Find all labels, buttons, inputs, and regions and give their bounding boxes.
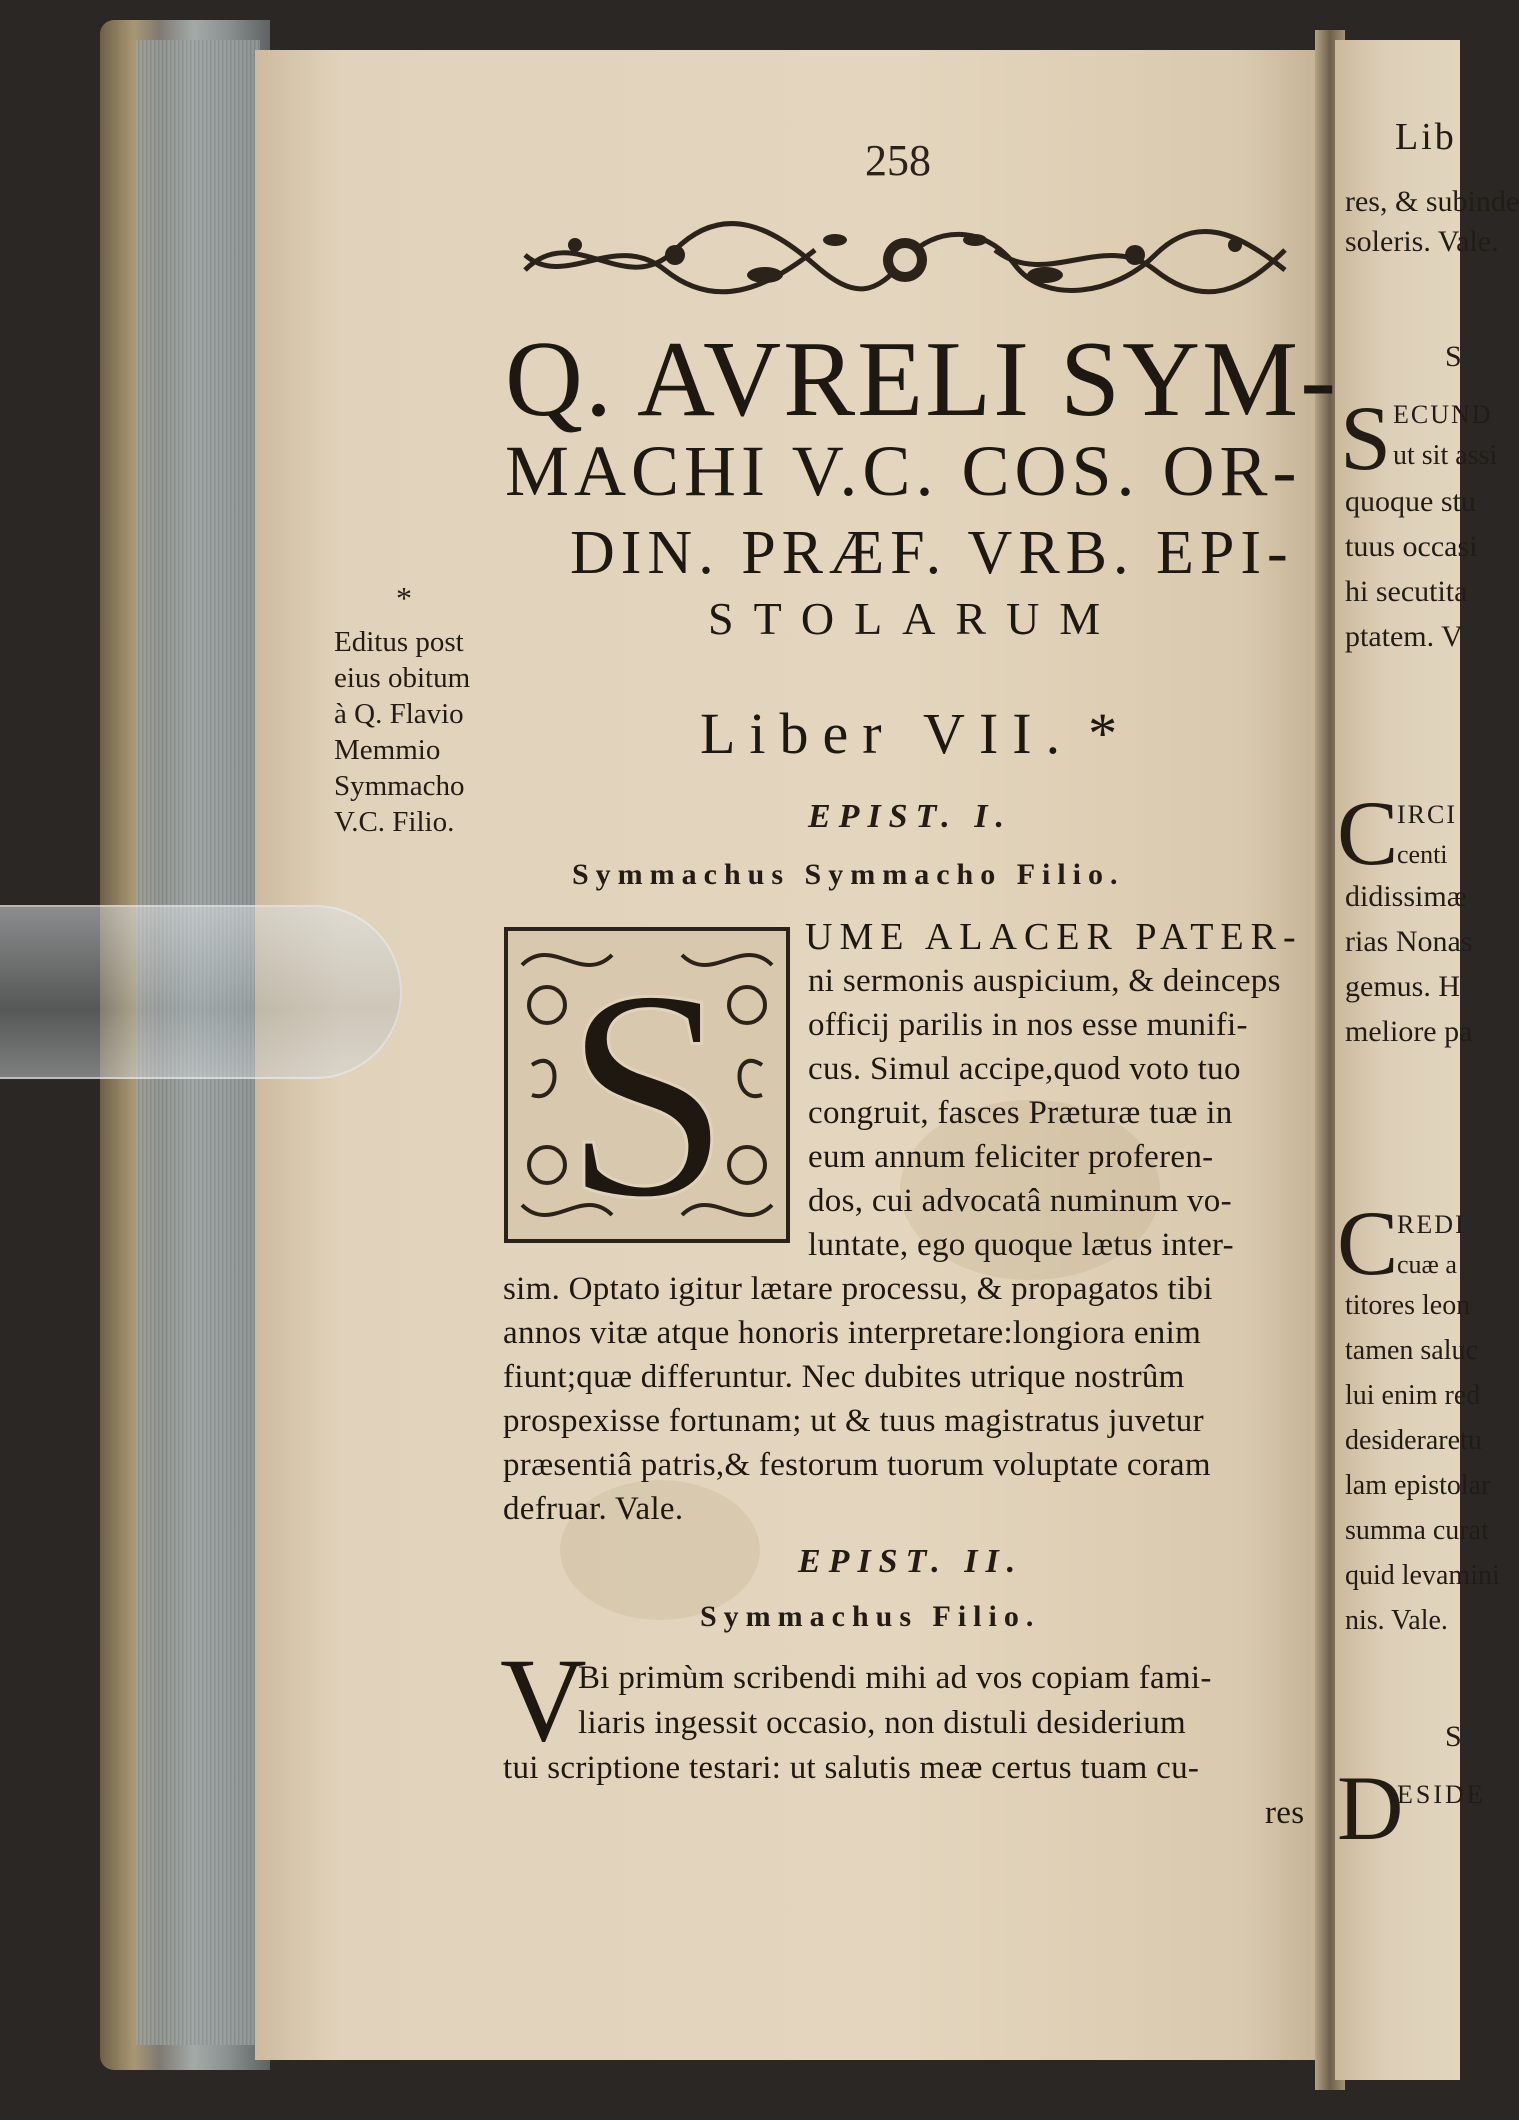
facing-initial: D [1337,1757,1404,1859]
marginal-note-line: Memmio [334,734,441,766]
marginal-note-line: eius obitum [334,662,471,694]
epistle-text-line: cus. Simul accipe,quod voto tuo [808,1051,1241,1087]
facing-line: rias Nonas [1345,925,1473,958]
epistle-text-line: ni sermonis auspicium, & deinceps [808,963,1281,999]
facing-line: lam epistolar [1345,1470,1491,1501]
facing-line: ptatem. V [1345,620,1463,653]
epistle-text-line: fiunt;quæ differuntur. Nec dubites utrique nostrûm [503,1359,1185,1395]
book-label-text: Liber VII. [700,701,1075,766]
ornamental-headpiece [515,210,1295,310]
facing-line: REDI [1397,1210,1466,1239]
epistle-text-line: præsentiâ patris,& festorum tuorum voluptate coram [503,1447,1211,1483]
facing-line: lui enim red [1345,1380,1481,1411]
epistle-text-line: tui scriptione testari: ut salutis meæ certus tuam cu- [503,1750,1200,1786]
initial-letter: V [500,1633,587,1766]
epistle-salutation: Symmachus Filio. [700,1600,1041,1633]
decorated-initial [502,925,792,1260]
epistle-text-line: Bi primùm scribendi mihi ad vos copiam fami- [578,1660,1212,1696]
facing-line: gemus. H [1345,970,1460,1003]
facing-line: tamen saluc [1345,1335,1478,1366]
facing-line: quid levamini [1345,1560,1500,1591]
page-number: 258 [865,136,931,185]
marginal-note [334,580,514,840]
epistle-text-line: annos vitæ atque honoris interpretare:longiora enim [503,1315,1202,1351]
facing-initial: C [1337,1192,1399,1294]
facing-line: ESIDE [1397,1780,1486,1809]
book-label-mark: * [1088,701,1118,766]
marginal-note-line: à Q. Flavio [334,698,464,730]
facing-initial: C [1337,782,1399,884]
epistle-salutation: Symmachus Symmacho Filio. [572,858,1125,891]
facing-line: res, & subinde [1345,185,1519,218]
marginal-note-line: Symmacho [334,770,465,802]
epistle-text-line: prospexisse fortunam; ut & tuus magistratus juvetur [503,1403,1204,1439]
marginal-note-line: Editus post [334,626,464,658]
facing-page [1335,40,1519,2080]
main-title-line: Q. AVRELI SYM- [505,320,1339,439]
facing-line: centi [1397,840,1448,869]
main-title-line: STOLARUM [708,593,1121,644]
epistle-text-line: eum annum feliciter proferen- [808,1139,1214,1175]
facing-line: desideraretu [1345,1425,1482,1456]
transparent-page-clip [0,905,402,1079]
main-title-line: MACHI V.C. COS. OR- [505,431,1302,511]
facing-line: Lib [1395,116,1457,158]
catchword: res [1265,1795,1305,1831]
facing-line: didissimæ [1345,880,1467,913]
facing-line: ECUND [1393,400,1493,429]
facing-line: nis. Vale. [1345,1605,1448,1636]
epistle-text-line: congruit, fasces Præturæ tuæ in [808,1095,1233,1131]
facing-line: S [1445,1720,1462,1753]
facing-line: S [1445,340,1462,373]
marginal-note-mark: * [396,580,412,616]
book-label [700,700,1117,767]
facing-line: meliore pa [1345,1015,1473,1048]
facing-line: tuus occasi [1345,530,1478,563]
epistle-text-line: officij parilis in nos esse munifi- [808,1007,1248,1043]
facing-line: summa curat [1345,1515,1489,1546]
facing-line: titores leon [1345,1290,1471,1321]
facing-line: hi secutita [1345,575,1468,608]
main-title-line: DIN. PRÆF. VRB. EPI- [570,519,1294,587]
marginal-note-line: V.C. Filio. [334,806,455,838]
epistle-text-line: UME ALACER PATER- [805,916,1303,958]
facing-line: ut sit assi [1393,440,1498,471]
epistle-text-line: defruar. Vale. [503,1491,684,1527]
epistle-text-line: liaris ingessit occasio, non distuli desiderium [578,1705,1187,1741]
epistle-text-line: luntate, ego quoque lætus inter- [808,1227,1234,1263]
epistle-heading: EPIST. I. [808,798,1012,835]
facing-line: IRCI [1397,800,1457,829]
facing-line: cuæ a [1397,1250,1457,1279]
facing-line: quoque stu [1345,485,1476,518]
epistle-heading: EPIST. II. [798,1543,1024,1580]
facing-initial: S [1340,387,1392,489]
initial-letter: S [563,928,731,1260]
facing-line: soleris. Vale. [1345,225,1499,258]
epistle-text-line: dos, cui advocatâ numinum vo- [808,1183,1232,1219]
epistle-text-line: sim. Optato igitur lætare processu, & propagatos tibi [503,1271,1213,1307]
